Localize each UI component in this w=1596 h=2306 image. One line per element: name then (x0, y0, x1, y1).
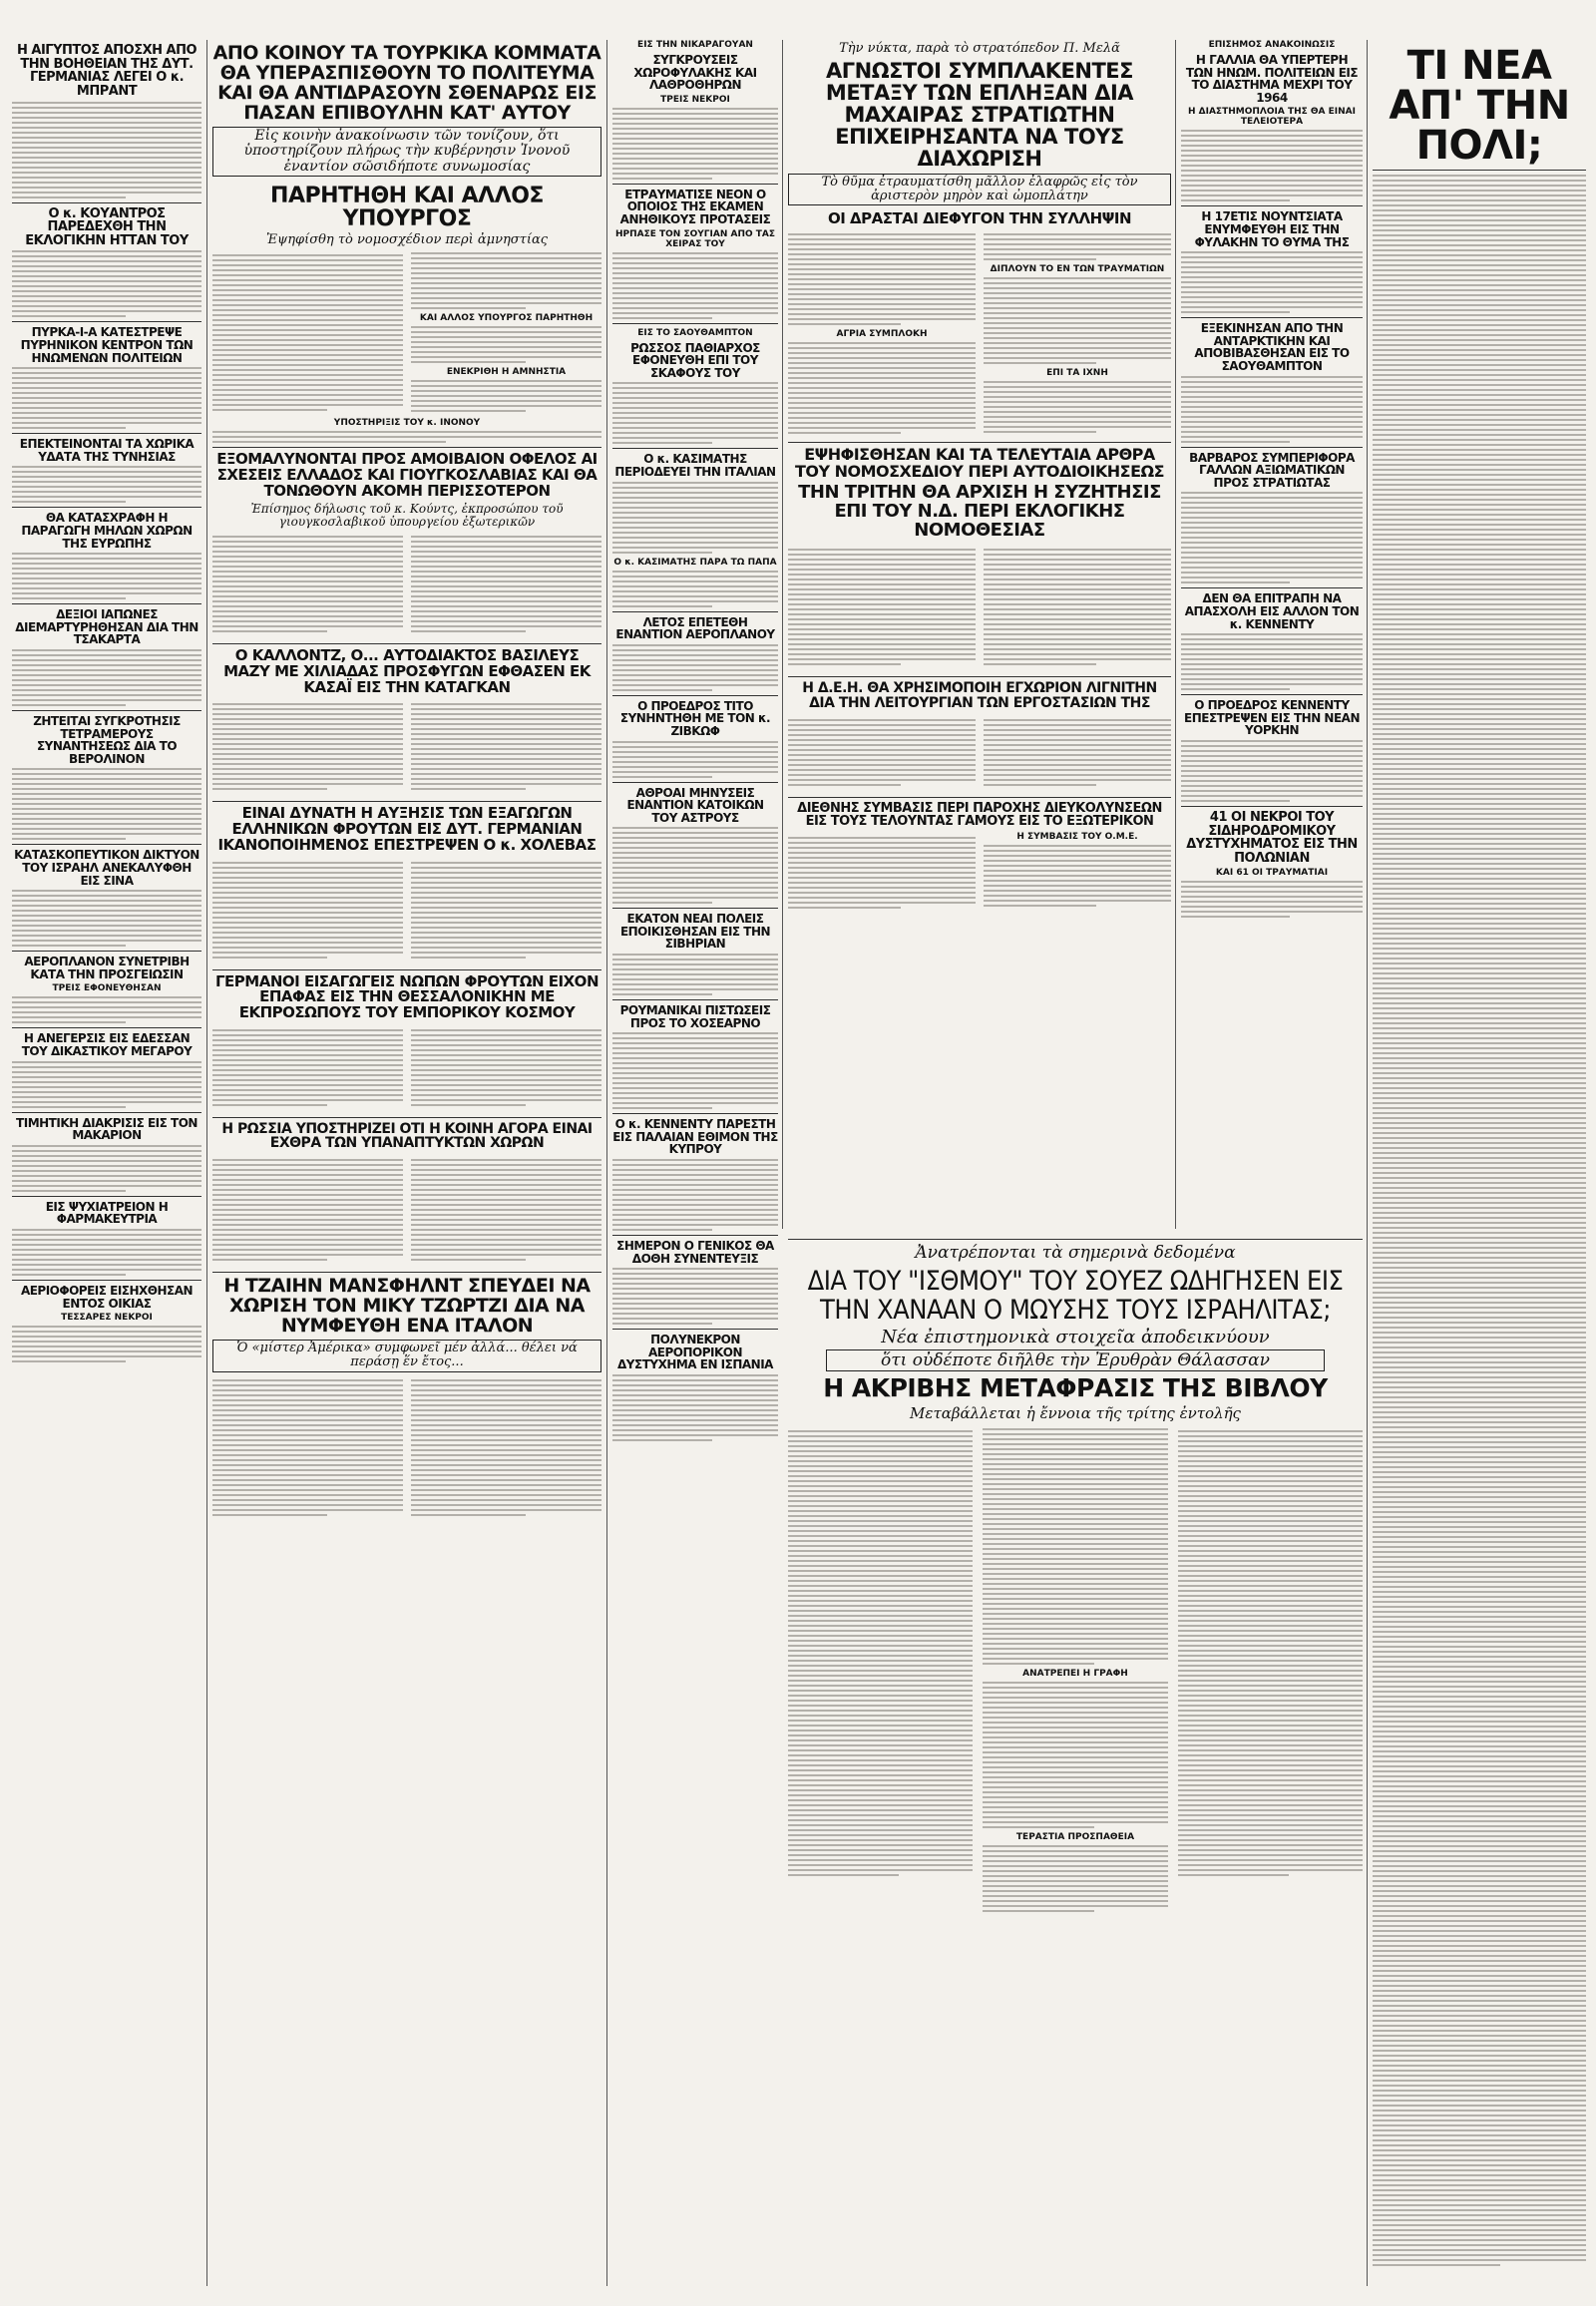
article-body (612, 252, 778, 319)
column-6 (1373, 40, 1586, 2270)
article-body (983, 1845, 1167, 1912)
headline: ΕΚΑΤΟΝ ΝΕΑΙ ΠΟΛΕΙΣ ΕΠΟΙΚΙΣΘΗΣΑΝ ΕΙΣ ΤΗΝ ΣΙΒΗΡΙΑΝ (619, 912, 771, 952)
article-body (1181, 130, 1363, 201)
subheadline: ΤΡΕΙΣ ΝΕΚΡΟΙ (660, 94, 730, 105)
article-body (12, 250, 201, 317)
divider (12, 1112, 201, 1113)
section-label: ΥΠΟΣΤΗΡΙΞΙΣ ΤΟΥ κ. ΙΝΟΝΟΥ (333, 418, 481, 429)
subheadline: Τὸ θῦμα ἐτραυματίσθη μᾶλλον ἐλαφρῶς εἰς τὸν ἀριστερὸν μηρὸν καὶ ὠμοπλάτην (788, 174, 1171, 206)
divider (12, 321, 201, 322)
article-body (411, 1376, 601, 1519)
kicker: ΕΙΣ ΤΟ ΣΑΟΥΘΑΜΠΤΟΝ (637, 327, 753, 338)
article-body (12, 553, 201, 599)
column-rule (1367, 40, 1368, 2286)
article-body (984, 233, 1171, 260)
feature-article (788, 1235, 1363, 2286)
article-body (612, 954, 778, 995)
article-body (411, 859, 601, 961)
headline: ΕΙΣ ΨΥΧΙΑΤΡΕΙΟΝ Η ΦΑΡΜΑΚΕΥΤΡΙΑ (45, 1199, 169, 1227)
article-body (984, 716, 1171, 789)
subheadline: Ὁ «μίστερ Ἀμέρικα» συμφωνεῖ μέν ἀλλά... θέλει νά περάσῃ ἕν ἔτος... (212, 1340, 601, 1372)
divider (12, 710, 201, 711)
headline: Ο κ. ΚΕΝΝΕΝΤΥ ΠΑΡΕΣΤΗ ΕΙΣ ΠΑΛΑΙΑΝ ΕΘΙΜΟΝ ΤΗΣ ΚΥΠΡΟΥ (612, 1117, 778, 1157)
divider (1181, 205, 1363, 206)
article-body (984, 546, 1171, 668)
headline: Ο ΠΡΟΕΔΡΟΣ ΤΙΤΟ ΣΥΝΗΝΤΗΘΗ ΜΕ ΤΟΝ κ. ΖΙΒΚΩΦ (619, 698, 771, 738)
article-body (788, 716, 976, 789)
article-body (984, 277, 1171, 364)
headline: ΠΑΡΗΤΗΘΗ ΚΑΙ ΑΛΛΟΣ ΥΠΟΥΡΓΟΣ (270, 183, 544, 232)
divider (612, 782, 778, 783)
divider (12, 202, 201, 203)
kicker: ΕΙΣ ΤΗΝ ΝΙΚΑΡΑΓΟΥΑΝ (637, 40, 753, 50)
headline: ΕΞΟΜΑΛΥΝΟΝΤΑΙ ΠΡΟΣ ΑΜΟΙΒΑΙΟΝ ΟΦΕΛΟΣ ΑΙ ΣΧΕΣΕΙΣ ΕΛΛΑΔΟΣ ΚΑΙ ΓΙΟΥΓΚΟΣΛΑΒΙΑΣ ΚΑΙ ΘΑ ΤΟΝΩΘΟΥΝ ΑΚΟΜΗ ΠΕΡΙΣΣΟΤΕΡΟΝ (216, 450, 598, 500)
headline: ΕΤΡΑΥΜΑΤΙΣΕ ΝΕΟΝ Ο ΟΠΟΙΟΣ ΤΗΣ ΕΚΑΜΕΝ ΑΝΗΘΙΚΟΥΣ ΠΡΟΤΑΣΕΙΣ (619, 187, 771, 226)
headline: ΡΟΥΜΑΝΙΚΑΙ ΠΙΣΤΩΣΕΙΣ ΠΡΟΣ ΤΟ ΧΟΣΕΑΡΝΟ (619, 1003, 771, 1030)
divider (12, 603, 201, 604)
article-body (612, 644, 778, 691)
article-body (1178, 1427, 1363, 1912)
divider (612, 1113, 778, 1114)
divider (12, 507, 201, 508)
divider (612, 323, 778, 324)
headline: Η Δ.Ε.Η. ΘΑ ΧΡΗΣΙΜΟΠΟΙΗ ΕΓΧΩΡΙΟΝ ΛΙΓΝΙΤΗΝ ΔΙΑ ΤΗΝ ΛΕΙΤΟΥΡΓΙΑΝ ΤΩΝ ΕΡΓΟΣΤΑΣΙΩΝ ΤΗΣ (802, 680, 1157, 711)
kicker: Τὴν νύκτα, παρὰ τὸ στρατόπεδον Π. Μελᾶ (839, 41, 1120, 56)
headline: Ο ΠΡΟΕΔΡΟΣ ΚΕΝΝΕΝΤΥ ΕΠΕΣΤΡΕΨΕΝ ΕΙΣ ΤΗΝ ΝΕΑΝ ΥΟΡΚΗΝ (1184, 698, 1360, 738)
divider (12, 951, 201, 952)
divider (212, 1117, 601, 1118)
article-body (612, 108, 778, 180)
article-body (411, 326, 601, 363)
article-body (983, 1428, 1167, 1665)
section-label: ΕΝΕΚΡΙΘΗ Η ΑΜΝΗΣΤΙΑ (446, 367, 567, 378)
article-body (12, 1061, 201, 1108)
article-body (1181, 492, 1363, 583)
column-2 (212, 40, 601, 1523)
feature-headline: Η ΑΚΡΙΒΗΣ ΜΕΤΑΦΡΑΣΙΣ ΤΗΣ ΒΙΒΛΟΥ (823, 1373, 1328, 1403)
article-body (984, 381, 1171, 433)
article-body (12, 1326, 201, 1362)
divider (612, 908, 778, 909)
article-body (612, 482, 778, 554)
headline: ΛΕΤΟΣ ΕΠΕΤΕΘΗ ΕΝΑΝΤΙΟΝ ΑΕΡΟΠΛΑΝΟΥ (615, 614, 775, 642)
article-body (12, 102, 201, 198)
subheadline: ΤΕΣΣΑΡΕΣ ΝΕΚΡΟΙ (61, 1313, 153, 1324)
headline: ΕΠΕΚΤΕΙΝΟΝΤΑΙ ΤΑ ΧΩΡΙΚΑ ΥΔΑΤΑ ΤΗΣ ΤΥΝΗΣΙΑΣ (19, 437, 195, 464)
headline: ΑΕΡΟΠΛΑΝΟΝ ΣΥΝΕΤΡΙΒΗ ΚΑΤΑ ΤΗΝ ΠΡΟΣΓΕΙΩΣΙΝ (24, 955, 190, 981)
article-body (212, 1156, 403, 1264)
article-body (1181, 633, 1363, 690)
column-rule (206, 40, 207, 2286)
headline: Η ΑΙΓΥΠΤΟΣ ΑΠΟΣΧΗ ΑΠΟ ΤΗΝ ΒΟΗΘΕΙΑΝ ΤΗΣ ΔΥΤ. ΓΕΡΜΑΝΙΑΣ ΛΕΓΕΙ Ο κ. ΜΠΡΑΝΤ (17, 43, 197, 99)
section-label: Η ΣΥΜΒΑΣΙΣ ΤΟΥ Ο.Μ.Ε. (1016, 831, 1138, 842)
subheadline: Ἐψηφίσθη τὸ νομοσχέδιον περὶ ἀμνηστίας (265, 232, 549, 248)
headline: ΠΥΡΚΑ-Ι-Α ΚΑΤΕΣΤΡΕΨΕ ΠΥΡΗΝΙΚΟΝ ΚΕΝΤΡΟΝ ΤΩΝ ΗΝΩΜΕΝΩΝ ΠΟΛΙΤΕΙΩΝ (20, 325, 194, 365)
divider (612, 1235, 778, 1236)
headline: Η ΡΩΣΣΙΑ ΥΠΟΣΤΗΡΙΖΕΙ ΟΤΙ Η ΚΟΙΝΗ ΑΓΟΡΑ ΕΙΝΑΙ ΕΧΘΡΑ ΤΩΝ ΥΠΑΝΑΠΤΥΚΤΩΝ ΧΩΡΩΝ (221, 1120, 593, 1152)
divider (1181, 587, 1363, 588)
headline: ΒΑΡΒΑΡΟΣ ΣΥΜΠΕΡΙΦΟΡΑ ΓΑΛΛΩΝ ΑΞΙΩΜΑΤΙΚΩΝ ΠΡΟΣ ΣΤΡΑΤΙΩΤΑΣ (1189, 450, 1355, 490)
article-body (212, 1026, 403, 1109)
headline: ΡΩΣΣΟΣ ΠΑΘΙΑΡΧΟΣ ΕΦΟΝΕΥΘΗ ΕΠΙ ΤΟΥ ΣΚΑΦΟΥΣ ΤΟΥ (630, 340, 760, 380)
subheadline: Η ΔΙΑΣΤΗΜΟΠΛΟΙΑ ΤΗΣ ΘΑ ΕΙΝΑΙ ΤΕΛΕΙΟΤΕΡΑ (1187, 107, 1356, 128)
article-body (612, 741, 778, 778)
subheadline: Ἐπίσημος δήλωσις τοῦ κ. Κούντς, ἐκπροσώπου τοῦ γιουγκοσλαβικοῦ ὑπουργείου ἐξωτερικῶν (250, 501, 564, 529)
divider (612, 695, 778, 696)
article-body (1181, 376, 1363, 443)
article-body (12, 649, 201, 706)
column-rule (606, 40, 607, 2286)
article-body (1181, 881, 1363, 918)
headline: Ο ΚΑΛΛΟΝΤΖ, Ο... ΑΥΤΟΔΙΑΚΤΟΣ ΒΑΣΙΛΕΥΣ ΜΑΖΥ ΜΕ ΧΙΛΙΑΔΑΣ ΠΡΟΣΦΥΓΩΝ ΕΦΘΑΣΕΝ ΕΚ ΚΑΣΑΪ ΕΙΣ ΤΗΝ ΚΑΤΑΓΚΑΝ (223, 646, 591, 696)
article-body (612, 1159, 778, 1231)
feature-subheadline: Νέα ἐπιστημονικὰ στοιχεῖα ἀποδεικνύουν (881, 1327, 1270, 1347)
headline: ΔΙΕΘΝΗΣ ΣΥΜΒΑΣΙΣ ΠΕΡΙ ΠΑΡΟΧΗΣ ΔΙΕΥΚΟΛΥΝΣΕΩΝ ΕΙΣ ΤΟΥΣ ΤΕΛΟΥΝΤΑΣ ΓΑΜΟΥΣ ΕΙΣ ΤΟ ΕΞΩΤΕΡΙΚΟΝ (797, 800, 1162, 830)
column-title: ΤΙ ΝΕΑ ΑΠ' ΤΗΝ ΠΟΛΙ; (1389, 43, 1570, 169)
article-body (212, 533, 403, 635)
subheadline: ΤΡΕΙΣ ΕΦΟΝΕΥΘΗΣΑΝ (52, 983, 162, 994)
feature-headline: ΔΙΑ ΤΟΥ "ΙΣΘΜΟΥ" ΤΟΥ ΣΟΥΕΖ ΩΔΗΓΗΣΕΝ ΕΙΣ ΤΗΝ ΧΑΝΑΑΝ Ο ΜΩΥΣΗΣ ΤΟΥΣ ΙΣΡΑΗΛΙΤΑΣ; (807, 1265, 1344, 1326)
headline: ΔΕΞΙΟΙ ΙΑΠΩΝΕΣ ΔΙΕΜΑΡΤΥΡΗΘΗΣΑΝ ΔΙΑ ΤΗΝ ΤΣΑΚΑΡΤΑ (15, 607, 199, 647)
column-5 (1181, 40, 1363, 1227)
article-body (612, 1268, 778, 1325)
headline: ΤΙΜΗΤΙΚΗ ΔΙΑΚΡΙΣΙΣ ΕΙΣ ΤΟΝ ΜΑΚΑΡΙΟΝ (16, 1115, 198, 1143)
kicker: Ἀνατρέπονται τὰ σημερινὰ δεδομένα (915, 1243, 1236, 1263)
section-label: ΔΙΠΛΟΥΝ ΤΟ ΕΝ ΤΩΝ ΤΡΑΥΜΑΤΙΩΝ (990, 263, 1165, 274)
article-body (612, 382, 778, 444)
divider (1181, 694, 1363, 695)
divider (788, 442, 1171, 443)
divider (1373, 170, 1586, 171)
headline: ΓΕΡΜΑΝΟΙ ΕΙΣΑΓΩΓΕΙΣ ΝΩΠΩΝ ΦΡΟΥΤΩΝ ΕΙΧΟΝ ΕΠΑΦΑΣ ΕΙΣ ΤΗΝ ΘΕΣΣΑΛΟΝΙΚΗΝ ΜΕ ΕΚΠΡΟΣΩΠΟΥΣ ΤΟΥ ΕΜΠΟΡΙΚΟΥ ΚΟΣΜΟΥ (215, 971, 598, 1022)
article-body (612, 571, 778, 607)
headline: 41 ΟΙ ΝΕΚΡΟΙ ΤΟΥ ΣΙΔΗΡΟΔΡΟΜΙΚΟΥ ΔΥΣΤΥΧΗΜΑΤΟΣ ΕΙΣ ΤΗΝ ΠΟΛΩΝΙΑΝ (1186, 809, 1358, 866)
headline: ΑΓΝΩΣΤΟΙ ΣΥΜΠΛΑΚΕΝΤΕΣ ΜΕΤΑΞΥ ΤΩΝ ΕΠΛΗΞΑΝ ΔΙΑ ΜΑΧΑΙΡΑΣ ΣΤΡΑΤΙΩΤΗΝ ΕΠΙΧΕΙΡΗΣΑΝΤΑ ΝΑ ΤΟΥΣ ΔΙΑΧΩΡΙΣΗ (825, 59, 1134, 172)
headline: ΣΗΜΕΡΟΝ Ο ΓΕΝΙΚΟΣ ΘΑ ΔΟΘΗ ΣΥΝΕΝΤΕΥΞΙΣ (616, 1239, 774, 1266)
column-rule (782, 40, 783, 1229)
divider (788, 797, 1171, 798)
divider (12, 1027, 201, 1028)
divider (612, 611, 778, 612)
headline: Η ΤΖΑΙΗΝ ΜΑΝΣΦΗΛΝΤ ΣΠΕΥΔΕΙ ΝΑ ΧΩΡΙΣΗ ΤΟΝ ΜΙΚΥ ΤΖΩΡΤΖΙ ΔΙΑ ΝΑ ΝΥΜΦΕΥΘΗ ΕΝΑ ΙΤΑΛΟΝ (223, 1275, 591, 1338)
article-body (411, 700, 601, 793)
column-3 (612, 40, 778, 1445)
headline: ΑΠΟ ΚΟΙΝΟΥ ΤΑ ΤΟΥΡΚΙΚΑ ΚΟΜΜΑΤΑ ΘΑ ΥΠΕΡΑΣΠΙΣΘΟΥΝ ΤΟ ΠΟΛΙΤΕΥΜΑ ΚΑΙ ΘΑ ΑΝΤΙΔΡΑΣΟΥΝ ΣΘΕΝΑΡΩΣ ΕΙΣ ΠΑΣΑΝ ΕΠΙΒΟΥΛΗΝ ΚΑΤ' ΑΥΤΟΥ (212, 42, 601, 124)
headline: ΖΗΤΕΙΤΑΙ ΣΥΓΚΡΟΤΗΣΙΣ ΤΕΤΡΑΜΕΡΟΥΣ ΣΥΝΑΝΤΗΣΕΩΣ ΔΙΑ ΤΟ ΒΕΡΟΛΙΝΟΝ (33, 714, 181, 766)
article-body (12, 1145, 201, 1192)
headline: ΑΕΡΙΟΦΟΡΕΙΣ ΕΙΣΗΧΘΗΣΑΝ ΕΝΤΟΣ ΟΙΚΙΑΣ (20, 1283, 194, 1311)
article-body (1181, 251, 1363, 313)
subheadline: Εἰς κοινὴν ἀνακοίνωσιν τῶν τονίζουν, ὅτι ὑποστηρίζουν πλήρως τὴν κυβέρνησιν Ἰνονοῦ ἐναντίον σῶσιδήποτε συνωμοσίας (212, 127, 601, 177)
divider (788, 1239, 1363, 1240)
divider (788, 676, 1171, 677)
article-body (12, 367, 201, 429)
divider (212, 801, 601, 802)
divider (612, 1329, 778, 1330)
article-body (12, 768, 201, 840)
headline: Ο κ. ΚΑΣΙΜΑΤΗΣ ΠΕΡΙΟΔΕΥΕΙ ΤΗΝ ΙΤΑΛΙΑΝ (614, 452, 776, 479)
article-body (984, 845, 1171, 907)
headline: Η ΑΝΕΓΕΡΣΙΣ ΕΙΣ ΕΔΕΣΣΑΝ ΤΟΥ ΔΙΚΑΣΤΙΚΟΥ ΜΕΓΑΡΟΥ (21, 1031, 193, 1058)
article-body (12, 466, 201, 503)
divider (212, 1272, 601, 1273)
headline: ΔΕΝ ΘΑ ΕΠΙΤΡΑΠΗ ΝΑ ΑΠΑΣΧΟΛΗ ΕΙΣ ΑΛΛΟΝ ΤΟΝ κ. ΚΕΝΝΕΝΤΥ (1184, 591, 1360, 631)
feature-subheadline: Μεταβάλλεται ἡ ἔννοια τῆς τρίτης ἐντολῆς (910, 1403, 1241, 1422)
subheadline: ΚΑΙ 61 ΟΙ ΤΡΑΥΜΑΤΙΑΙ (1215, 868, 1329, 879)
article-body (612, 1374, 778, 1441)
article-body (411, 1156, 601, 1264)
article-body (212, 700, 403, 793)
column-1 (12, 40, 201, 1366)
section-label: ΑΓΡΙΑ ΣΥΜΠΛΟΚΗ (836, 328, 928, 339)
divider (12, 844, 201, 845)
divider (1181, 806, 1363, 807)
headline: ΟΙ ΔΡΑΣΤΑΙ ΔΙΕΦΥΓΟΝ ΤΗΝ ΣΥΛΛΗΨΙΝ (827, 209, 1132, 228)
headline: ΠΟΛΥΝΕΚΡΟΝ ΑΕΡΟΠΟΡΙΚΟΝ ΔΥΣΤΥΧΗΜΑ ΕΝ ΙΣΠΑΝΙΑ (617, 1333, 773, 1372)
article-body (212, 1376, 403, 1519)
article-body (411, 252, 601, 309)
kicker: Ο κ. ΚΑΣΙΜΑΤΗΣ ΠΑΡΑ ΤΩ ΠΑΠΑ (613, 557, 777, 568)
article-body (411, 533, 601, 635)
headline: ΣΥΓΚΡΟΥΣΕΙΣ ΧΩΡΟΦΥΛΑΚΗΣ ΚΑΙ ΛΑΘΡΟΘΗΡΩΝ (633, 53, 757, 93)
section-label: ΕΠΙ ΤΑ ΙΧΝΗ (1046, 367, 1108, 378)
article-body (612, 1032, 778, 1109)
subheadline: ΗΡΠΑΣΕ ΤΟΝ ΣΟΥΓΙΑΝ ΑΠΟ ΤΑΣ ΧΕΙΡΑΣ ΤΟΥ (614, 228, 776, 249)
article-body (788, 546, 976, 668)
divider (1181, 317, 1363, 318)
article-body (788, 342, 976, 434)
headline: Η 17ΕΤΙΣ ΝΟΥΝΤΣΙΑΤΑ ΕΝΥΜΦΕΥΘΗ ΕΙΣ ΤΗΝ ΦΥΛΑΚΗΝ ΤΟ ΘΥΜΑ ΤΗΣ (1194, 209, 1350, 249)
headline: Ο κ. ΚΟΥΑΝΤΡΟΣ ΠΑΡΕΔΕΧΘΗ ΤΗΝ ΕΚΛΟΓΙΚΗΝ ΗΤΤΑΝ ΤΟΥ (25, 205, 189, 248)
article-body (12, 996, 201, 1023)
column-rule (1175, 40, 1176, 1229)
divider (12, 1280, 201, 1281)
article-body (411, 1026, 601, 1109)
kicker: ΕΠΙΣΗΜΟΣ ΑΝΑΚΟΙΝΩΣΙΣ (1208, 40, 1336, 50)
headline: Η ΓΑΛΛΙΑ ΘΑ ΥΠΕΡΤΕΡΗ ΤΩΝ ΗΝΩΜ. ΠΟΛΙΤΕΙΩΝ ΕΙΣ ΤΟ ΔΙΑΣΤΗΜΑ ΜΕΧΡΙ ΤΟΥ 1964 (1185, 53, 1359, 105)
article-body (788, 834, 976, 912)
article-body (12, 1229, 201, 1276)
article-body (411, 380, 601, 412)
divider (12, 433, 201, 434)
article-body (612, 827, 778, 904)
section-label: ΤΕΡΑΣΤΙΑ ΠΡΟΣΠΑΘΕΙΑ (1015, 1832, 1135, 1843)
headline: ΚΑΤΑΣΚΟΠΕΥΤΙΚΟΝ ΔΙΚΤΥΟΝ ΤΟΥ ΙΣΡΑΗΛ ΑΝΕΚΑΛΥΦΘΗ ΕΙΣ ΣΙΝΑ (14, 848, 200, 888)
article-body (788, 233, 976, 325)
article-body (12, 890, 201, 947)
divider (212, 643, 601, 644)
article-body (212, 859, 403, 961)
column-4 (788, 40, 1171, 1227)
article-body (212, 431, 601, 443)
section-label: ΑΝΑΤΡΕΠΕΙ Η ΓΡΑΦΗ (1022, 1669, 1128, 1680)
divider (12, 1196, 201, 1197)
divider (612, 184, 778, 185)
headline: ΕΙΝΑΙ ΔΥΝΑΤΗ Η ΑΥΞΗΣΙΣ ΤΩΝ ΕΞΑΓΩΓΩΝ ΕΛΛΗΝΙΚΩΝ ΦΡΟΥΤΩΝ ΕΙΣ ΔΥΤ. ΓΕΡΜΑΝΙΑΝ ΙΚΑΝΟΠΟΙΗΜΕΝΟΣ ΕΠΕΣΤΡΕΨΕΝ Ο κ. ΧΟΛΕΒΑΣ (217, 804, 597, 854)
article-body (212, 251, 403, 414)
headline: ΑΘΡΟΑΙ ΜΗΝΥΣΕΙΣ ΕΝΑΝΤΙΟΝ ΚΑΤΟΙΚΩΝ ΤΟΥ ΑΣΤΡΟΥΣ (626, 785, 764, 825)
article-body (788, 1427, 973, 1912)
divider (1181, 447, 1363, 448)
divider (212, 447, 601, 448)
article-body (983, 1682, 1167, 1828)
headline: ΘΑ ΚΑΤΑΣΧΡΑΦΗ Η ΠΑΡΑΓΩΓΗ ΜΗΛΩΝ ΧΩΡΩΝ ΤΗΣ ΕΥΡΩΠΗΣ (21, 511, 193, 551)
divider (212, 969, 601, 970)
article-body (1373, 175, 1586, 2266)
headline: ΕΞΕΚΙΝΗΣΑΝ ΑΠΟ ΤΗΝ ΑΝΤΑΡΚΤΙΚΗΝ ΚΑΙ ΑΠΟΒΙΒΑΣΘΗΣΑΝ ΕΙΣ ΤΟ ΣΑΟΥΘΑΜΠΤΟΝ (1194, 321, 1350, 373)
divider (612, 999, 778, 1000)
article-body (1181, 740, 1363, 802)
headline: ΕΨΗΦΙΣΘΗΣΑΝ ΚΑΙ ΤΑ ΤΕΛΕΥΤΑΙΑ ΑΡΘΡΑ ΤΟΥ ΝΟΜΟΣΧΕΔΙΟΥ ΠΕΡΙ ΑΥΤΟΔΙΟΙΚΗΣΕΩΣ (794, 444, 1165, 481)
headline: ΤΗΝ ΤΡΙΤΗΝ ΘΑ ΑΡΧΙΣΗ Η ΣΥΖΗΤΗΣΙΣ ΕΠΙ ΤΟΥ Ν.Δ. ΠΕΡΙ ΕΚΛΟΓΙΚΗΣ ΝΟΜΟΘΕΣΙΑΣ (798, 482, 1161, 542)
divider (612, 448, 778, 449)
feature-subheadline: ὅτι οὐδέποτε διῆλθε τὴν Ἐρυθρὰν Θάλασσαν (826, 1349, 1325, 1372)
section-label: ΚΑΙ ΑΛΛΟΣ ΥΠΟΥΡΓΟΣ ΠΑΡΗΤΗΘΗ (419, 313, 594, 324)
